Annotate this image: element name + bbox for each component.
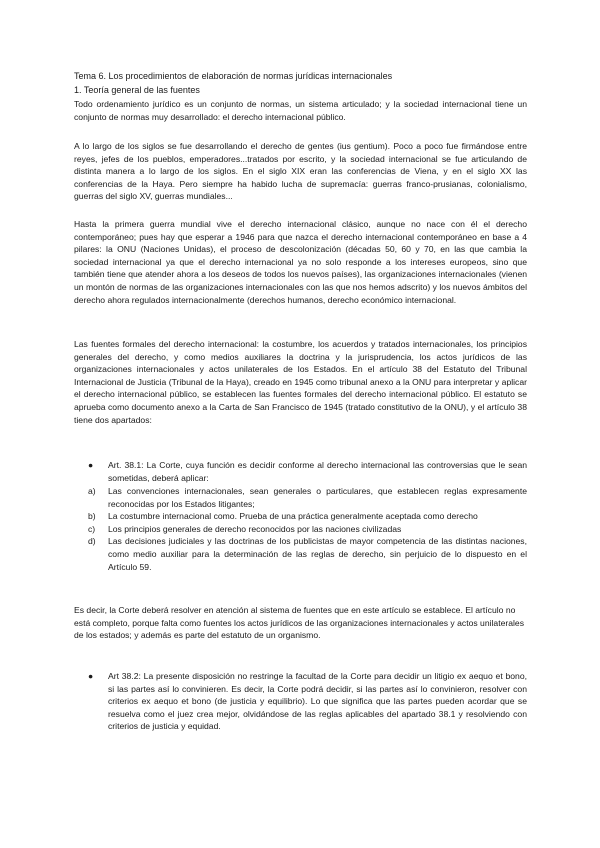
article-38-1-text: Art. 38.1: La Corte, cuya función es decidir conforme al derecho internacional las controversias que le sean sometidas, deberá aplicar: [108, 460, 527, 483]
paragraph-intro: Todo ordenamiento jurídico es un conjunto de normas, un sistema articulado; y la sociedad internacional tiene un conjunto de normas muy desarrollado: el derecho internacional público. [74, 99, 527, 122]
bullet-icon: ● [88, 671, 94, 681]
bullet-article-38-1 [88, 459, 527, 484]
list-item [88, 510, 527, 523]
list-marker: d) [88, 536, 96, 547]
document-title: Tema 6. Los procedimientos de elaboración de normas jurídicas internacionales [74, 71, 393, 81]
paragraph-formal-sources: Las fuentes formales del derecho internacional: la costumbre, los acuerdos y tratados internacionales, los principios generales del derecho, y como medios auxiliares la doctrina y la jurisprudencia, los actos jurídicos de las organizaciones internacionales y actos unilaterales de los Estados. En el artículo 38 del Estatuto del Tribunal Internacional de Justicia (Tribunal de la Haya), creado en 1945 como tribunal anexo a la ONU para interpretar y aplicar el derecho internacional público, se establecen las fuentes formales del derecho internacional público. El estatuto se aprueba como documento anexo a la Carta de San Francisco de 1945 (tratado constitutivo de la ONU), y el artículo 38 tiene dos apartados: [74, 339, 527, 425]
list-item-text: Las convenciones internacionales, sean generales o particulares, que establecen reglas expresamente reconocidas por los Estados litigantes; [108, 486, 527, 509]
list-marker: a) [88, 486, 96, 496]
list-item-text: Los principios generales de derecho reconocidos por las naciones civilizadas [108, 523, 402, 534]
list-item-text: Las decisiones judiciales y las doctrinas de los publicistas de mayor competencia de las distintas naciones, como medio auxiliar para la determinación de las reglas de derecho, sin perjuicio de lo dispuesto en el Artículo 59. [108, 536, 527, 572]
list-marker: c) [88, 523, 96, 534]
list-item [88, 485, 527, 510]
list-item-text: La costumbre internacional como. Prueba de una práctica generalmente aceptada como derecho [108, 511, 478, 522]
bullet-article-38-2 [88, 670, 527, 733]
article-38-2-text: Art 38.2: La presente disposición no restringe la facultad de la Corte para decidir un litigio ex aequo et bono, si las partes así lo convinieren. Es decir, la Corte podrá decidir, si las partes así lo convinieron, resolver con criterios ex aequo et bono (de justicia y equilibrio). Lo que significa que las partes pueden acordar que se resuelva como el juez crea mejor, olvidándose de las reglas aplicables del apartado 38.1 y resolviendo con criterios de justicia y equidad. [108, 671, 527, 732]
list-item [88, 535, 527, 573]
list-item [88, 523, 527, 536]
bullet-icon: ● [88, 460, 94, 470]
list-marker: b) [88, 511, 96, 522]
paragraph-history: A lo largo de los siglos se fue desarrollando el derecho de gentes (ius gentium). Poco a poco fue firmándose entre reyes, jefes de los pueblos, emperadores...tratados por escrito, y la sociedad internacional se fue articulando de distinta manera a lo largo de los siglos. En el siglo XIX eran las conferencias de Viena, y en el siglo XX las conferencias de la Haya. Pero siempre ha habido lucha de supremacía: guerras franco-prusianas, colonialismo, guerras del siglo XV, guerras mundiales... [74, 141, 527, 202]
section-heading: 1. Teoría general de las fuentes [74, 85, 200, 95]
article-38-1-list [88, 485, 527, 573]
paragraph-conclusion: Es decir, la Corte deberá resolver en atención al sistema de fuentes que en este artículo se establece. El artículo no está completo, porque falta como fuentes los actos jurídicos de las organizaciones internacionales y actos unilaterales de los estados; y además es parte del estatuto de un organismo. [74, 605, 524, 641]
paragraph-contemporary: Hasta la primera guerra mundial vive el derecho internacional clásico, aunque no nace con él el derecho contemporáneo; pues hay que esperar a 1946 para que nazca el derecho internacional contemporáneo en base a 4 pilares: la ONU (Naciones Unidas), el proceso de descolonización (décadas 50, 60 y 70, en las que cambia la sociedad internacional ya que el derecho internacional ya no solo responde a los intereses europeos, sino que también tiene que atender ahora a los deseos de todos los nuevos países), las organizaciones internacionales (vienen un montón de normas de las organizaciones internacionales con las que nos hemos adscrito) y los nuevos ámbitos del derecho ahora regulados internacionalmente (derechos humanos, derecho económico internacional. [74, 219, 527, 305]
